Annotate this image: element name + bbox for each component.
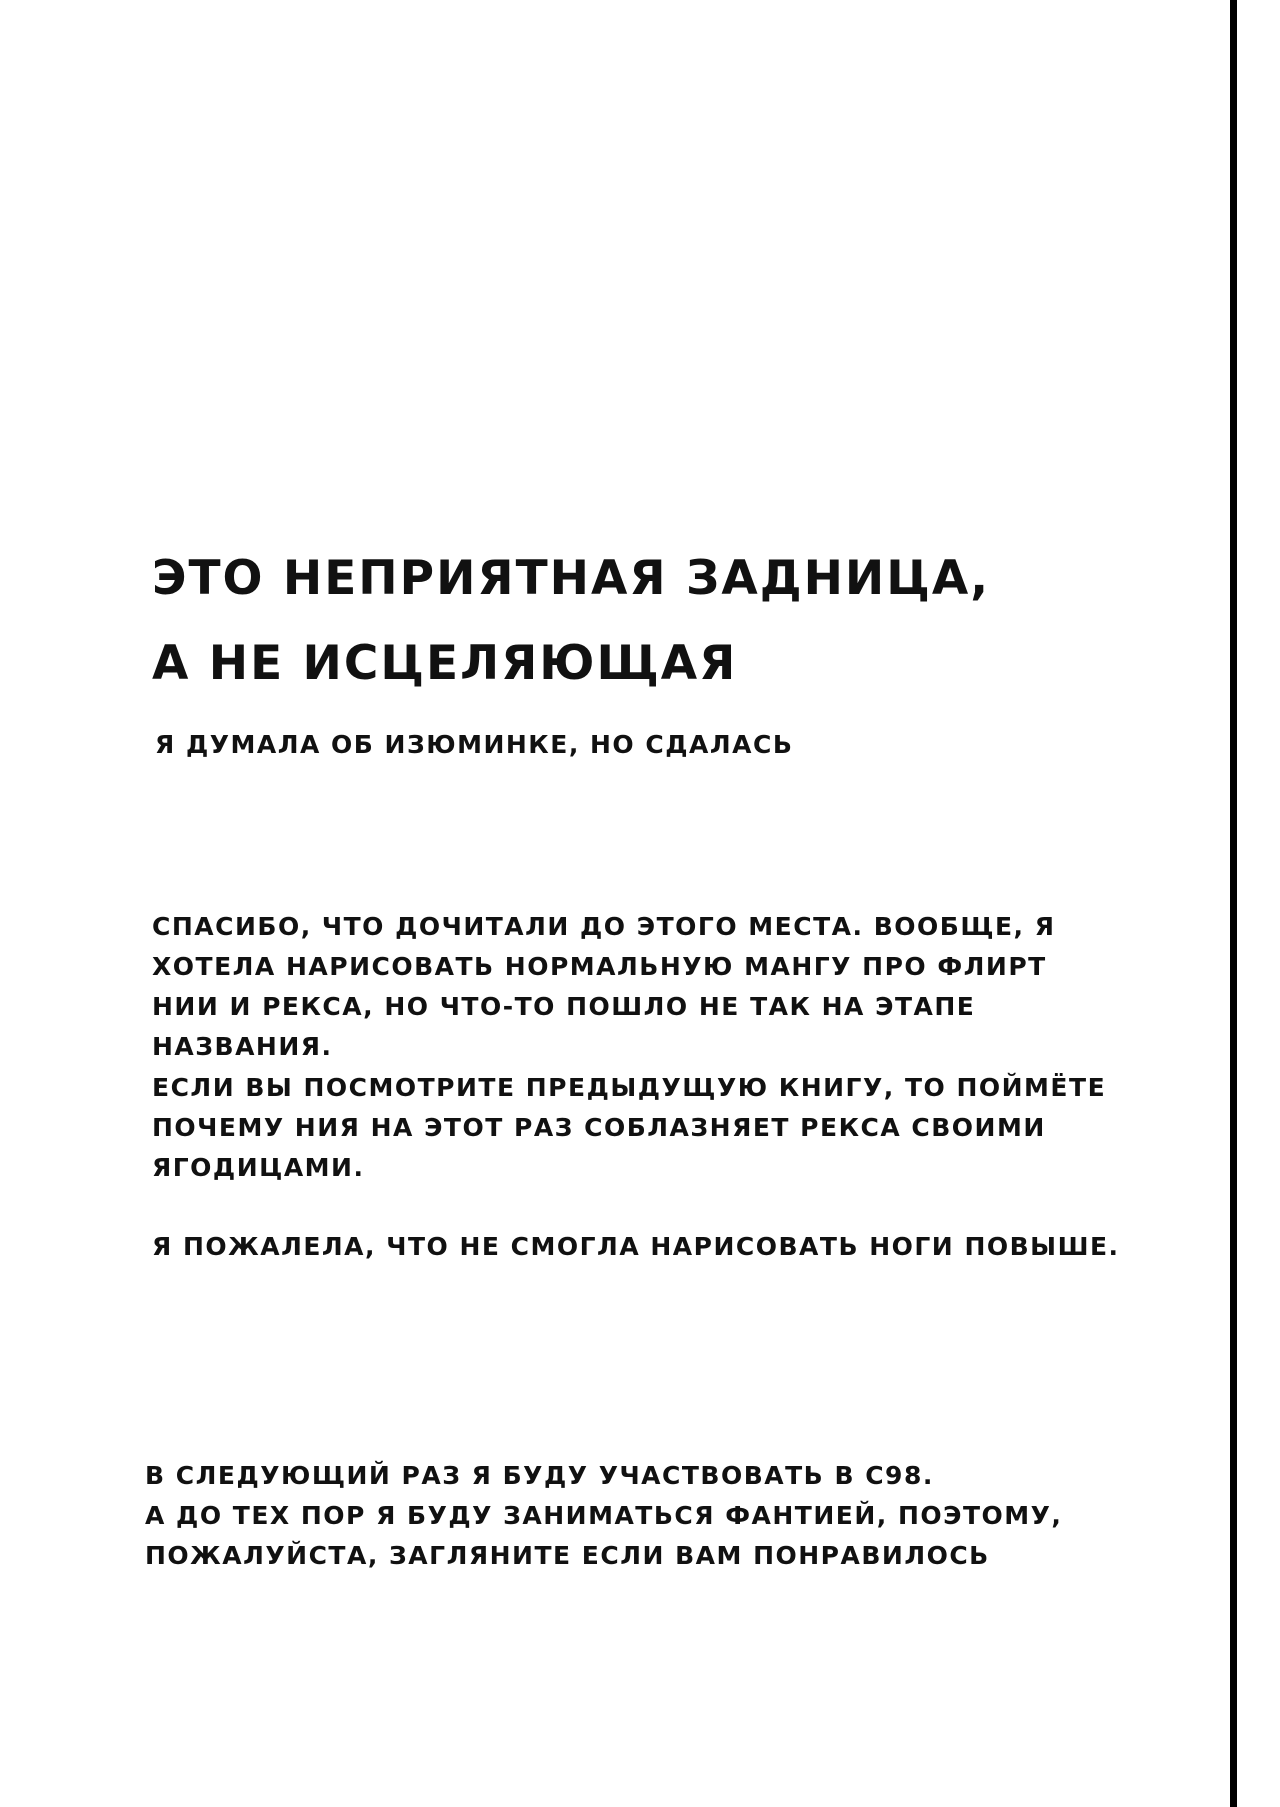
paragraph-line: НИИ И РЕКСА, НО ЧТО-ТО ПОШЛО НЕ ТАК НА ЭТАПЕ	[152, 992, 976, 1021]
paragraph-line: СПАСИБО, ЧТО ДОЧИТАЛИ ДО ЭТОГО МЕСТА. ВООБЩЕ, Я	[152, 912, 1056, 941]
closing-line: А ДО ТЕХ ПОР Я БУДУ ЗАНИМАТЬСЯ ФАНТИЕЙ, ПОЭТОМУ,	[145, 1501, 1063, 1530]
paragraph-line: Я ПОЖАЛЕЛА, ЧТО НЕ СМОГЛА НАРИСОВАТЬ НОГИ ПОВЫШЕ.	[152, 1232, 1120, 1261]
paragraph-previous-book	[152, 1068, 1107, 1188]
closing-line: В СЛЕДУЮЩИЙ РАЗ Я БУДУ УЧАСТВОВАТЬ В C98.	[145, 1461, 934, 1490]
paragraph-line: ХОТЕЛА НАРИСОВАТЬ НОРМАЛЬНУЮ МАНГУ ПРО ФЛИРТ	[152, 952, 1047, 981]
paragraph-regret	[152, 1227, 1120, 1267]
paragraph-line: ЯГОДИЦАМИ.	[152, 1153, 365, 1182]
page-edge-line	[1230, 0, 1237, 1807]
closing-note	[145, 1456, 1125, 1576]
paragraph-line: ПОЧЕМУ НИЯ НА ЭТОТ РАЗ СОБЛАЗНЯЕТ РЕКСА СВОИМИ	[152, 1113, 1046, 1142]
page-title-line-1: ЭТО НЕПРИЯТНАЯ ЗАДНИЦА,	[152, 551, 991, 606]
closing-line: ПОЖАЛУЙСТА, ЗАГЛЯНИТЕ ЕСЛИ ВАМ ПОНРАВИЛОСЬ	[145, 1541, 990, 1570]
page-title-line-2: А НЕ ИСЦЕЛЯЮЩАЯ	[152, 636, 738, 691]
paragraph-line: ЕСЛИ ВЫ ПОСМОТРИТЕ ПРЕДЫДУЩУЮ КНИГУ, ТО ПОЙМЁТЕ	[152, 1073, 1107, 1102]
paragraph-thanks	[152, 907, 1092, 1067]
paragraph-line: НАЗВАНИЯ.	[152, 1032, 333, 1061]
subtitle: Я ДУМАЛА ОБ ИЗЮМИНКЕ, НО СДАЛАСЬ	[155, 730, 794, 759]
